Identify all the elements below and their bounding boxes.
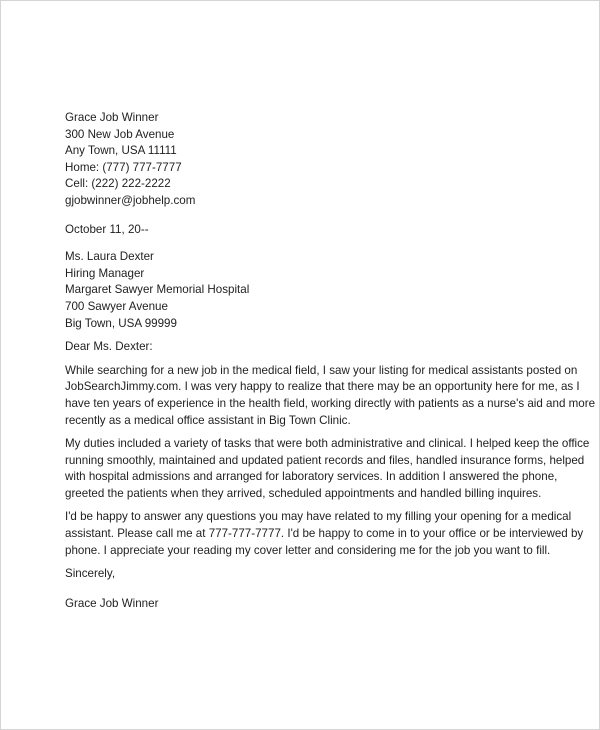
paragraph-line: greeted the patients when they arrived, scheduled appointments and handled billing inquires. bbox=[65, 486, 542, 500]
paragraph-line: phone. I appreciate your reading my cover letter and considering me for the job you want to fill. bbox=[65, 543, 551, 557]
sender-cell-phone: Cell: (222) 222-2222 bbox=[65, 177, 171, 191]
sender-home-phone: Home: (777) 777-7777 bbox=[65, 160, 182, 174]
recipient-street: 700 Sawyer Avenue bbox=[65, 299, 168, 313]
paragraph-line: recently as a medical office assistant in Big Town Clinic. bbox=[65, 413, 351, 427]
recipient-organization: Margaret Sawyer Memorial Hospital bbox=[65, 283, 250, 297]
recipient-address-block bbox=[65, 249, 565, 332]
letter-date: October 11, 20-- bbox=[65, 222, 149, 236]
closing: Sincerely, bbox=[65, 567, 116, 581]
paragraph-line: with hospital admissions and arranged for laboratory services. In addition I answered the phone, bbox=[65, 470, 558, 484]
recipient-city: Big Town, USA 99999 bbox=[65, 316, 177, 330]
paragraph-line: running smoothly, maintained and updated patient records and files, handled insurance forms, helped bbox=[65, 453, 585, 467]
body-paragraph-3 bbox=[65, 509, 584, 559]
paragraph-line: While searching for a new job in the medical field, I saw your listing for medical assistants posted on bbox=[65, 363, 578, 377]
body-paragraph-1 bbox=[65, 363, 596, 429]
sender-street: 300 New Job Avenue bbox=[65, 127, 175, 141]
sender-name: Grace Job Winner bbox=[65, 111, 159, 124]
paragraph-line: have ten years of experience in the health field, working directly with patients as a nurse's aid and more bbox=[65, 396, 596, 410]
paragraph-line: My duties included a variety of tasks that were both administrative and clinical. I helped keep the office bbox=[65, 437, 590, 451]
paragraph-line: I'd be happy to answer any questions you may have related to my filling your opening for a medical bbox=[65, 510, 572, 524]
recipient-title: Hiring Manager bbox=[65, 266, 145, 280]
sender-email: gjobwinner@jobhelp.com bbox=[65, 193, 196, 207]
signature-name: Grace Job Winner bbox=[65, 596, 159, 610]
paragraph-line: assistant. Please call me at 777-777-7777. I'd be happy to come in to your office or be interviewed by bbox=[65, 527, 584, 541]
paragraph-line: JobSearchJimmy.com. I was very happy to realize that there may be an opportunity here for me, as I bbox=[65, 380, 580, 394]
cover-letter bbox=[65, 110, 596, 612]
salutation: Dear Ms. Dexter: bbox=[65, 340, 153, 354]
body-paragraph-2 bbox=[65, 436, 590, 502]
sender-city: Any Town, USA 11111 bbox=[65, 144, 177, 158]
recipient-name: Ms. Laura Dexter bbox=[65, 250, 154, 264]
sender-address-block bbox=[65, 110, 565, 210]
